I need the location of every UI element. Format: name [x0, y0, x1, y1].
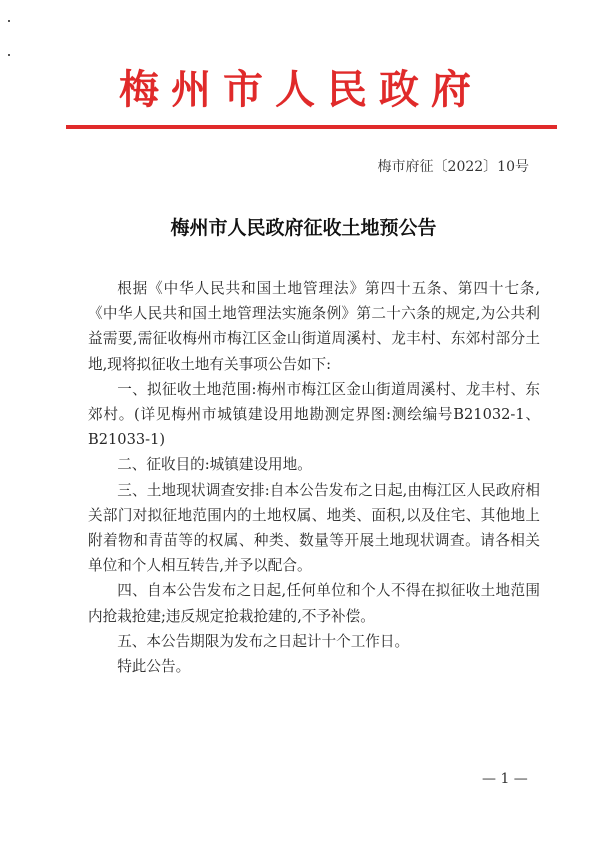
page-number: — 1 —	[482, 771, 528, 787]
document-title: 梅州市人民政府征收土地预公告	[170, 217, 437, 239]
paragraph-closing: 特此公告。	[117, 658, 191, 676]
paragraph-prohibition: 四、自本公告发布之日起,任何单位和个人不得在拟征收土地范围内抢栽抢建;违反规定抢栽抢建的,不予补偿。	[88, 582, 540, 625]
scan-edge-marks	[8, 20, 12, 60]
paragraph-purpose: 二、征收目的:城镇建设用地。	[117, 456, 312, 474]
masthead-red-rule	[66, 125, 557, 129]
paragraph-survey: 三、土地现状调查安排:自本公告发布之日起,由梅江区人民政府相关部门对拟征地范围内的土地权属、地类、面积,以及住宅、其他地上附着物和青苗等的权属、种类、数量等开展土地现状调查。请各相关单位和个人相互转告,并予以配合。	[88, 481, 540, 575]
document-body	[88, 276, 540, 679]
paragraph-period: 五、本公告期限为发布之日起计十个工作日。	[117, 632, 410, 650]
paragraph-scope: 一、拟征收土地范围:梅州市梅江区金山街道周溪村、龙丰村、东郊村。(详见梅州市城镇建设用地勘测定界图:测绘编号B21032-1、B21033-1)	[88, 380, 540, 449]
paragraph-preamble: 根据《中华人民共和国土地管理法》第四十五条、第四十七条,《中华人民共和国土地管理法实施条例》第二十六条的规定,为公共利益需要,需征收梅州市梅江区金山街道周溪村、龙丰村、东郊村部分土地,现将拟征收土地有关事项公告如下:	[88, 280, 540, 373]
document-number: 梅市府征〔2022〕10号	[377, 159, 529, 175]
masthead-title: 梅州市人民政府	[119, 66, 483, 113]
